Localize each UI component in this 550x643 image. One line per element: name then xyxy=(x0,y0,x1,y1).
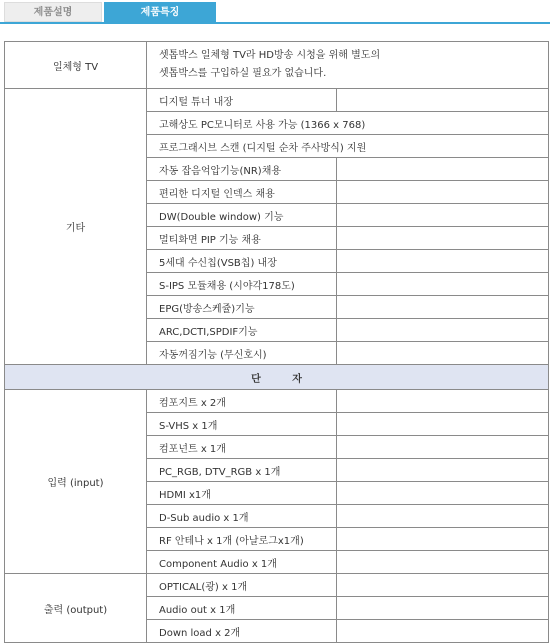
empty-cell xyxy=(337,158,549,181)
empty-cell xyxy=(337,413,549,436)
feature-item: DW(Double window) 기능 xyxy=(147,204,337,227)
feature-item: ARC,DCTI,SPDIF기능 xyxy=(147,319,337,342)
empty-cell xyxy=(337,551,549,574)
feature-item: 편리한 디지털 인덱스 채용 xyxy=(147,181,337,204)
terminal-item: RF 안테나 x 1개 (아날로그x1개) xyxy=(147,528,337,551)
empty-cell xyxy=(337,436,549,459)
tab-product-features[interactable]: 제품특징 xyxy=(104,2,216,22)
feature-item: 5세대 수신칩(VSB칩) 내장 xyxy=(147,250,337,273)
terminal-item: 컴포지트 x 2개 xyxy=(147,390,337,413)
empty-cell xyxy=(337,273,549,296)
feature-item: 프로그래시브 스캔 (디지털 순차 주사방식) 지원 xyxy=(147,135,549,158)
description-line: 셋톱박스 일체형 TV라 HD방송 시청을 위해 별도의 xyxy=(159,50,381,61)
feature-item: 고해상도 PC모니터로 사용 가능 (1366 x 768) xyxy=(147,112,549,135)
category-label-other: 기타 xyxy=(5,89,147,365)
terminal-item: 컴포넌트 x 1개 xyxy=(147,436,337,459)
tab-bar xyxy=(0,0,550,24)
empty-cell xyxy=(337,574,549,597)
terminal-item: Down load x 2개 xyxy=(147,620,337,643)
empty-cell xyxy=(337,482,549,505)
tab-underline xyxy=(0,22,550,24)
category-label-input: 입력 (input) xyxy=(5,390,147,574)
empty-cell xyxy=(337,89,549,112)
feature-item: 자동꺼짐기능 (무신호시) xyxy=(147,342,337,365)
empty-cell xyxy=(337,296,549,319)
category-label-output: 출력 (output) xyxy=(5,574,147,643)
empty-cell xyxy=(337,342,549,365)
feature-item: 멀티화면 PIP 기능 채용 xyxy=(147,227,337,250)
tab-product-description[interactable]: 제품설명 xyxy=(4,2,102,22)
section-header-terminals: 단 자 xyxy=(5,365,549,390)
terminal-item: OPTICAL(광) x 1개 xyxy=(147,574,337,597)
category-label-integrated-tv: 일체형 TV xyxy=(5,42,147,89)
terminal-item: HDMI x1개 xyxy=(147,482,337,505)
empty-cell xyxy=(337,390,549,413)
empty-cell xyxy=(337,227,549,250)
terminal-item: Audio out x 1개 xyxy=(147,597,337,620)
empty-cell xyxy=(337,181,549,204)
table-row xyxy=(5,390,549,413)
table-row xyxy=(5,42,549,89)
table-row xyxy=(5,89,549,112)
empty-cell xyxy=(337,250,549,273)
feature-item: EPG(방송스케쥴)기능 xyxy=(147,296,337,319)
empty-cell xyxy=(337,597,549,620)
empty-cell xyxy=(337,204,549,227)
empty-cell xyxy=(337,528,549,551)
terminal-item: Component Audio x 1개 xyxy=(147,551,337,574)
terminal-item: PC_RGB, DTV_RGB x 1개 xyxy=(147,459,337,482)
feature-item: 자동 잡음억압기능(NR)채용 xyxy=(147,158,337,181)
feature-item: S-IPS 모듈채용 (시야각178도) xyxy=(147,273,337,296)
terminal-item: D-Sub audio x 1개 xyxy=(147,505,337,528)
empty-cell xyxy=(337,459,549,482)
feature-spec-table xyxy=(4,41,549,643)
terminal-item: S-VHS x 1개 xyxy=(147,413,337,436)
table-row xyxy=(5,574,549,597)
section-header-row xyxy=(5,365,549,390)
empty-cell xyxy=(337,319,549,342)
integrated-tv-description xyxy=(147,42,549,89)
description-line: 셋톱박스를 구입하실 필요가 없습니다. xyxy=(159,68,327,79)
empty-cell xyxy=(337,505,549,528)
empty-cell xyxy=(337,620,549,643)
feature-item: 디지털 튜너 내장 xyxy=(147,89,337,112)
